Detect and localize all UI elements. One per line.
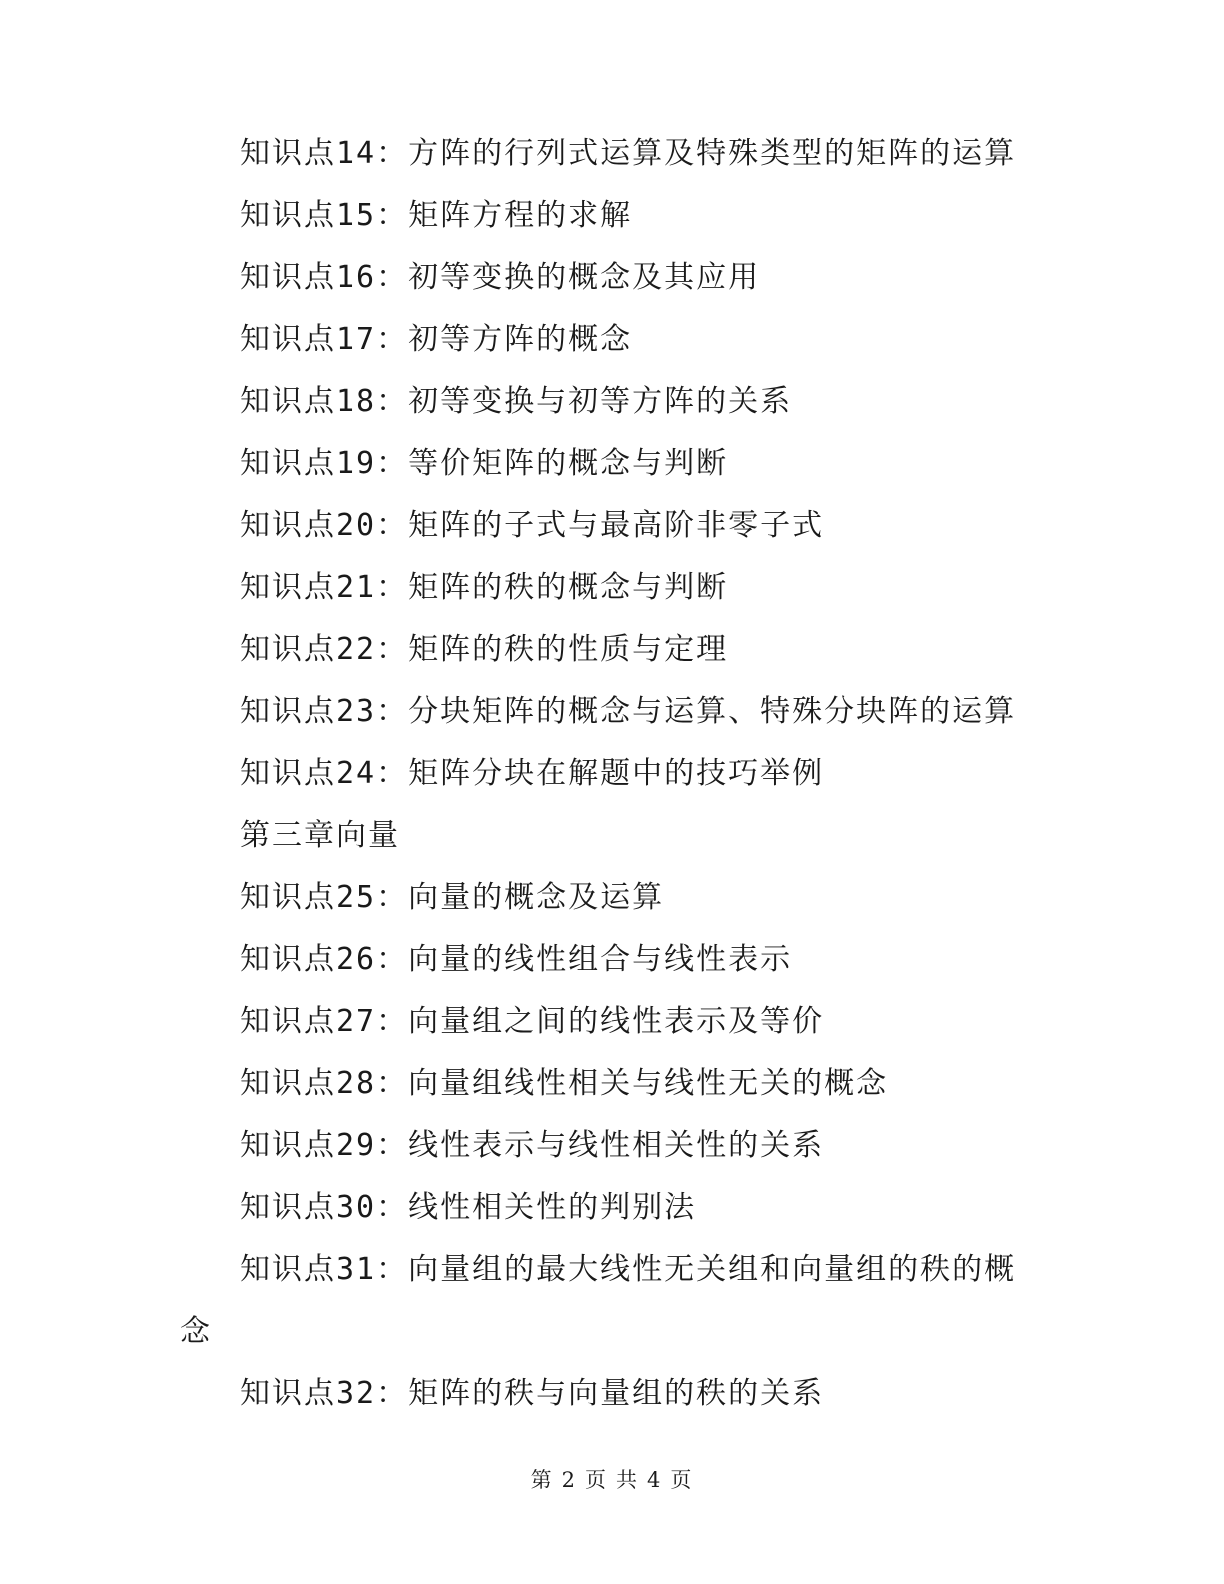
footer-suffix: 页 [670,1468,694,1492]
toc-line-17: 知识点17：初等方阵的概念 [240,322,633,357]
toc-line-23: 知识点23：分块矩阵的概念与运算、特殊分块阵的运算 [240,694,1017,729]
toc-line-26: 知识点26：向量的线性组合与线性表示 [240,942,793,977]
page-footer [0,1466,1224,1494]
toc-line-29: 知识点29：线性表示与线性相关性的关系 [240,1128,825,1163]
toc-line-22: 知识点22：矩阵的秩的性质与定理 [240,632,729,667]
chapter-heading: 第三章向量 [240,818,400,853]
toc-line-24: 知识点24：矩阵分块在解题中的技巧举例 [240,756,825,791]
footer-prefix: 第 [530,1468,554,1492]
toc-line-31: 知识点31：向量组的最大线性无关组和向量组的秩的概 [240,1252,1017,1287]
toc-line-18: 知识点18：初等变换与初等方阵的关系 [240,384,793,419]
footer-page-word: 页 [585,1468,608,1492]
footer-total-word: 共 [616,1468,639,1492]
toc-line-28: 知识点28：向量组线性相关与线性无关的概念 [240,1066,889,1101]
toc-line-30: 知识点30：线性相关性的判别法 [240,1190,697,1225]
toc-line-15: 知识点15：矩阵方程的求解 [240,198,633,233]
toc-line-32: 知识点32：矩阵的秩与向量组的秩的关系 [240,1376,825,1411]
toc-line-25: 知识点25：向量的概念及运算 [240,880,665,915]
toc-line-21: 知识点21：矩阵的秩的概念与判断 [240,570,729,605]
toc-line-27: 知识点27：向量组之间的线性表示及等价 [240,1004,825,1039]
toc-line-20: 知识点20：矩阵的子式与最高阶非零子式 [240,508,825,543]
toc-line-14: 知识点14：方阵的行列式运算及特殊类型的矩阵的运算 [240,136,1017,171]
footer-total-pages: 4 [647,1468,663,1492]
footer-current-page: 2 [561,1468,577,1492]
toc-line-16: 知识点16：初等变换的概念及其应用 [240,260,761,295]
toc-line-19: 知识点19：等价矩阵的概念与判断 [240,446,729,481]
toc-line-31-continued: 念 [180,1314,212,1349]
